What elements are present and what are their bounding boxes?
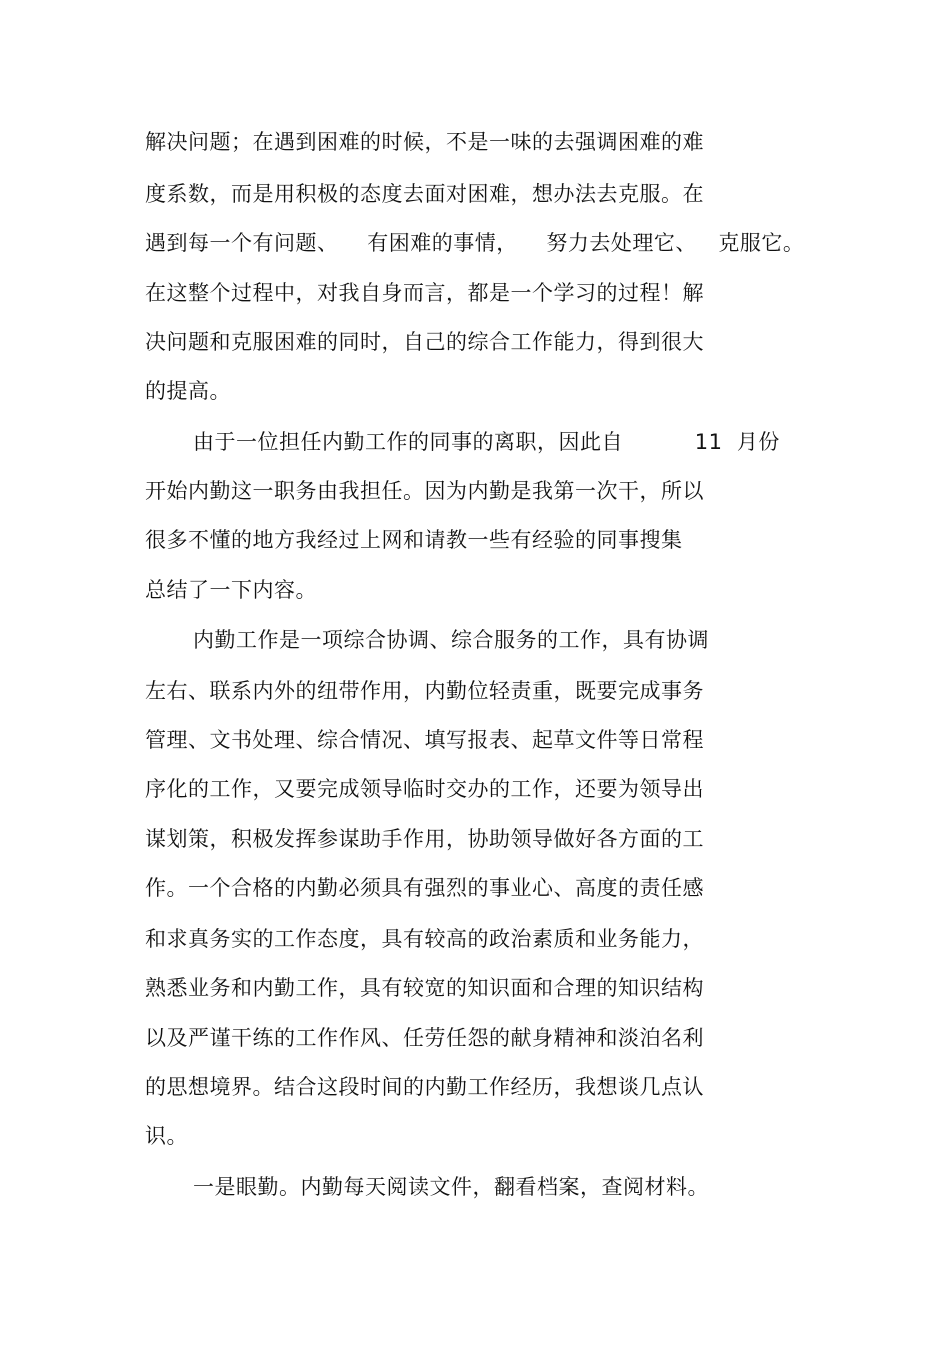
- text-line: 很多不懂的地方我经过上网和请教一些有经验的同事搜集: [145, 528, 683, 552]
- text-line: 谋划策，积极发挥参谋助手作用，协助领导做好各方面的工: [145, 827, 704, 851]
- text-line: 以及严谨干练的工作作风、任劳任怨的献身精神和淡泊名利: [145, 1026, 704, 1050]
- text-line: 开始内勤这一职务由我担任。因为内勤是我第一次干，所以: [145, 479, 704, 503]
- text-line: 管理、文书处理、综合情况、填写报表、起草文件等日常程: [145, 728, 704, 752]
- text-line: 在这整个过程中，对我自身而言，都是一个学习的过程！解: [145, 281, 704, 305]
- text-line: 的思想境界。结合这段时间的内勤工作经历，我想谈几点认: [145, 1075, 704, 1099]
- text-line: 作。一个合格的内勤必须具有强烈的事业心、高度的责任感: [145, 876, 704, 900]
- text-line: 度系数，而是用积极的态度去面对困难，想办法去克服。在: [145, 182, 704, 206]
- text-line: 决问题和克服困难的同时，自己的综合工作能力，得到很大: [145, 330, 704, 354]
- text-line: 识。: [145, 1124, 188, 1148]
- text-line: 一是眼勤。内勤每天阅读文件，翻看档案，查阅材料。: [193, 1175, 709, 1199]
- text-line: 遇到每一个有问题、 有困难的事情， 努力去处理它、 克服它。: [145, 231, 805, 255]
- text-line: 左右、联系内外的纽带作用，内勤位轻责重，既要完成事务: [145, 679, 704, 703]
- text-line: 由于一位担任内勤工作的同事的离职，因此自 11 月份: [193, 430, 780, 454]
- text-line: 总结了一下内容。: [145, 578, 317, 602]
- text-line: 和求真务实的工作态度，具有较高的政治素质和业务能力，: [145, 927, 704, 951]
- text-line: 的提高。: [145, 379, 231, 403]
- text-line: 内勤工作是一项综合协调、综合服务的工作，具有协调: [193, 628, 709, 652]
- text-line: 解决问题；在遇到困难的时候，不是一味的去强调困难的难: [145, 130, 704, 154]
- text-line: 熟悉业务和内勤工作，具有较宽的知识面和合理的知识结构: [145, 976, 704, 1000]
- text-line: 序化的工作，又要完成领导临时交办的工作，还要为领导出: [145, 777, 704, 801]
